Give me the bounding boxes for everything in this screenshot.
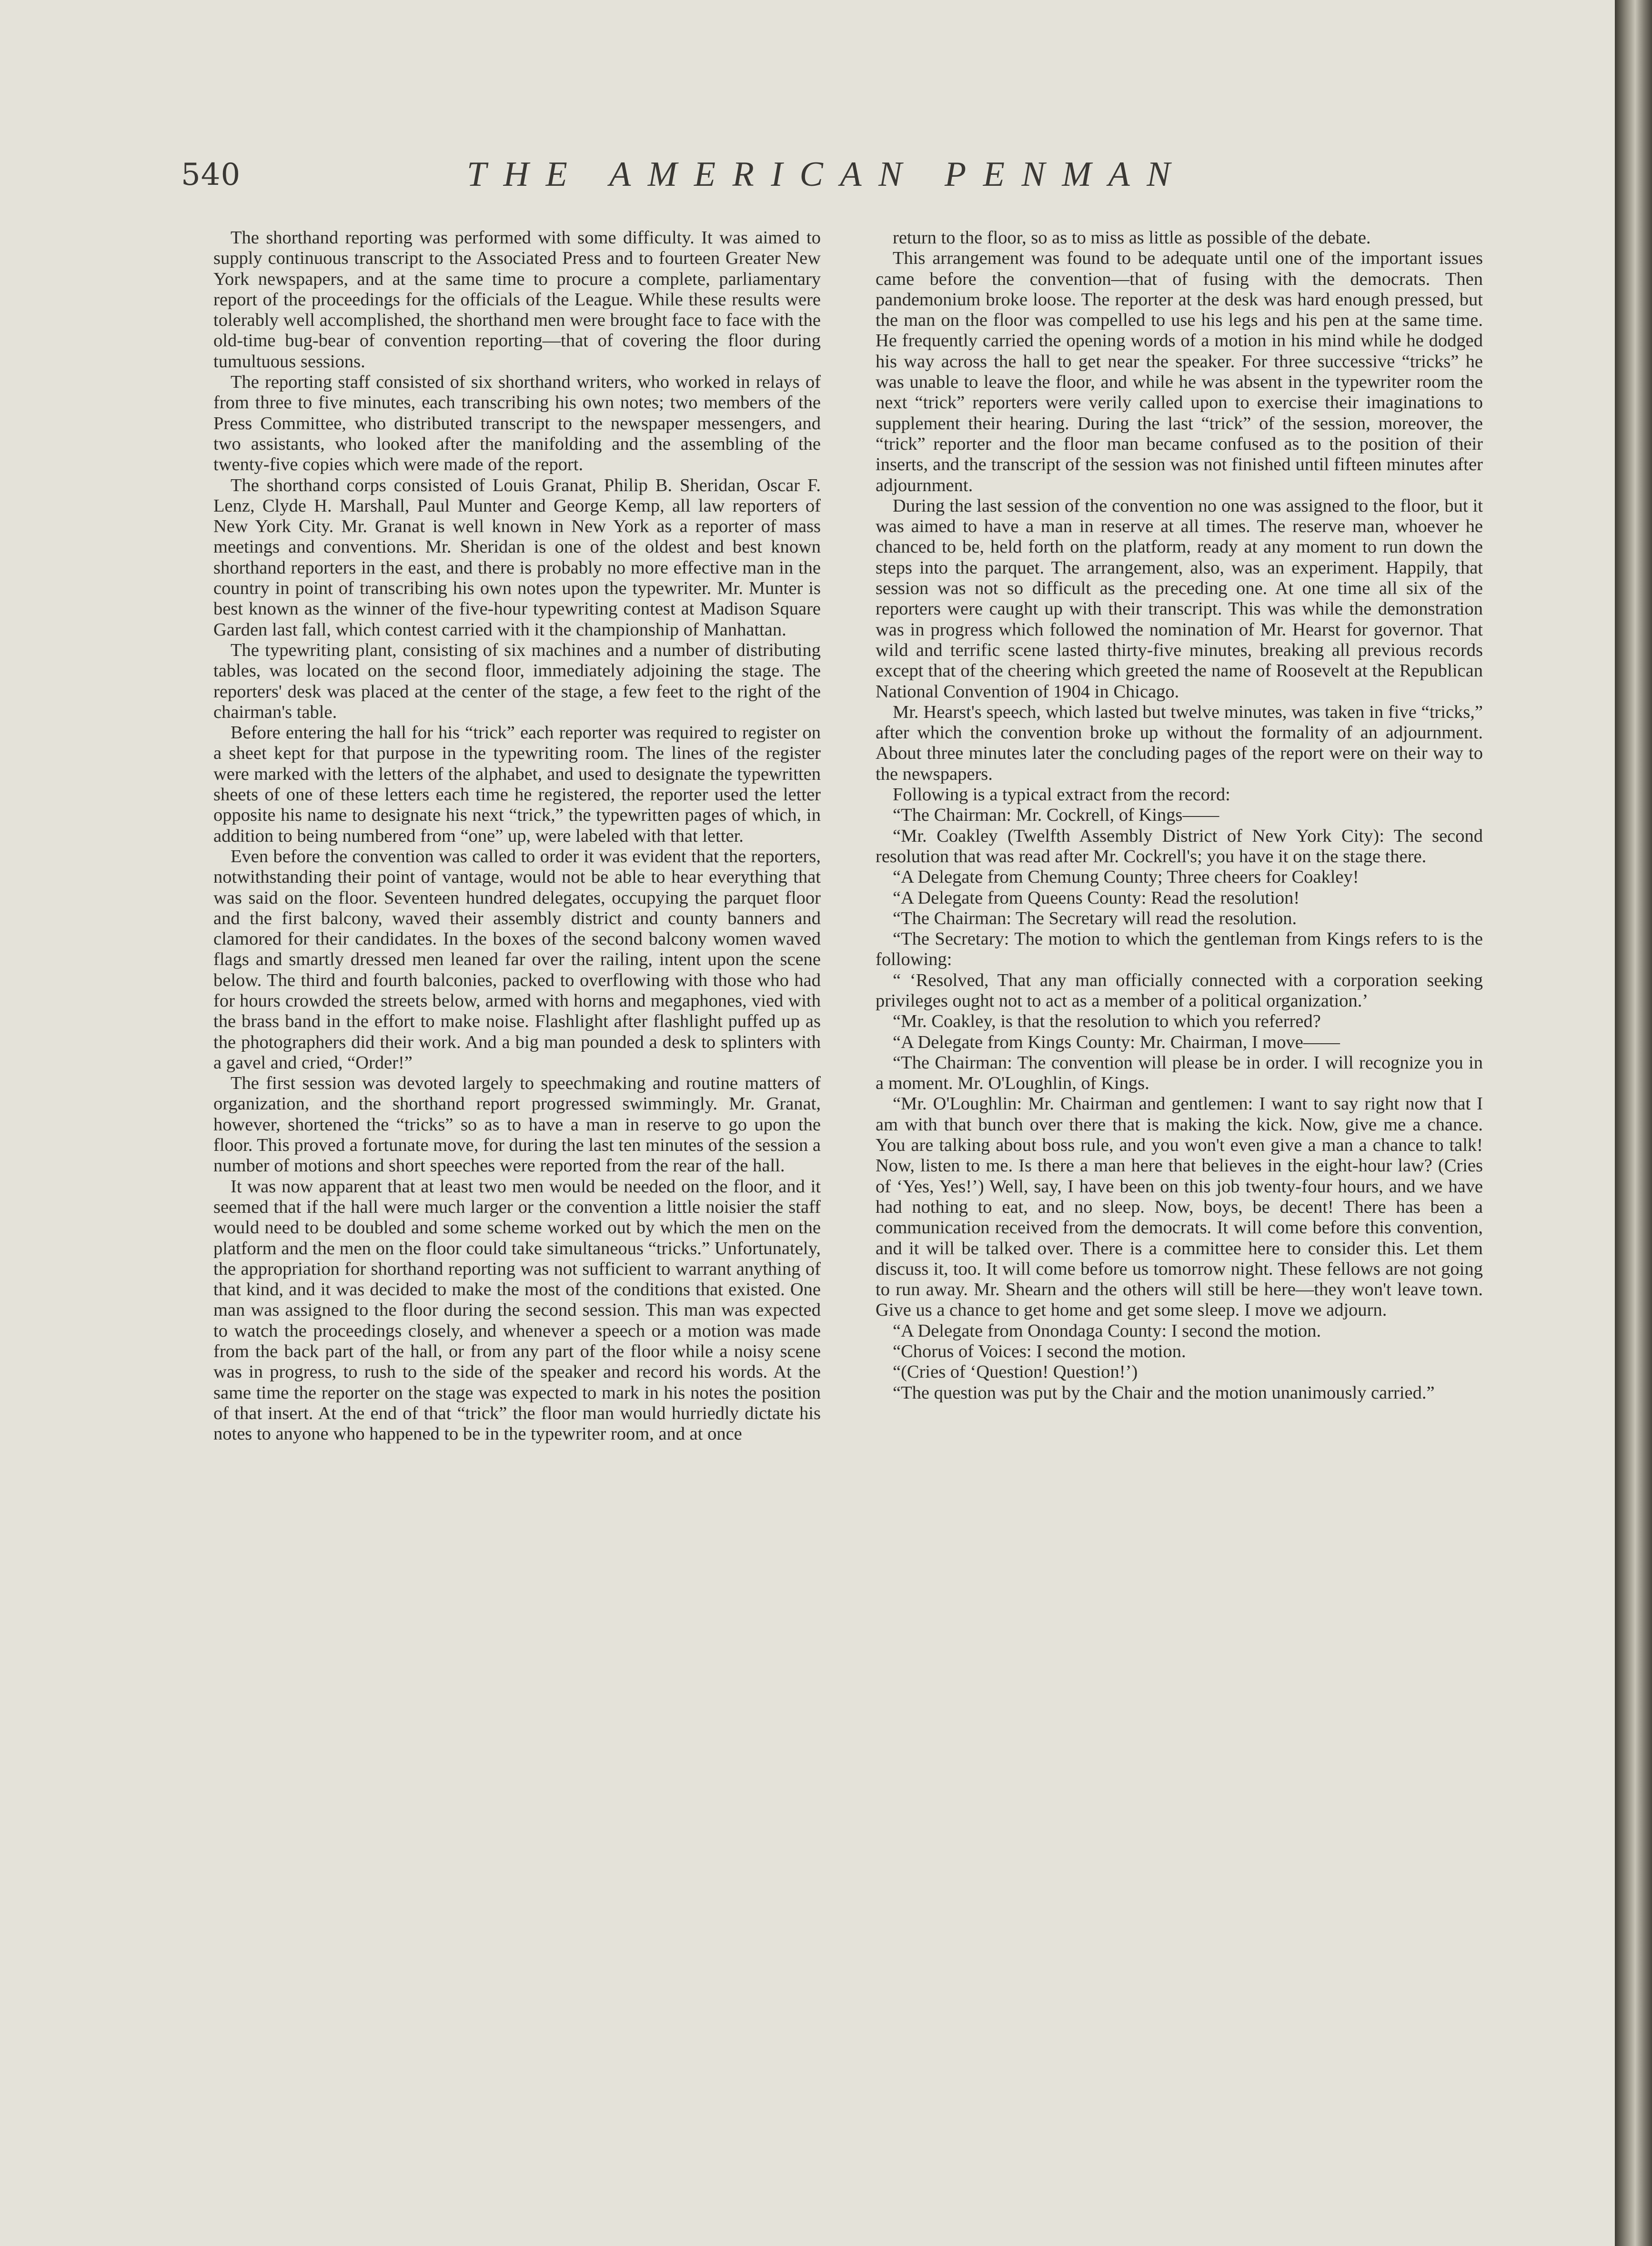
- paragraph: The first session was devoted largely to speechmaking and routine matters of organization, and the shorthand report progressed swimmingly. Mr. Granat, however, shortened the “tricks” so as to have a man in reserve to go upon the floor. This proved a fortunate move, for during the last ten minutes of the session a number of motions and short speeches were reported from the rear of the hall.: [213, 1073, 821, 1176]
- dialogue-line: “(Cries of ‘Question! Question!’): [893, 1362, 1138, 1382]
- page-header: [181, 157, 1429, 214]
- dialogue-line: “A Delegate from Kings County: Mr. Chairman, I move——: [893, 1032, 1340, 1052]
- dialogue-line: “Mr. O'Loughlin: Mr. Chairman and gentlemen: I want to say right now that I am with that bunch over there that is making the kick. Now, give me a chance. You are talking about boss rule, and you won't even give a man a chance to talk! Now, listen to me. Is there a man here that believes in the eight-hour law? (Cries of ‘Yes, Yes!’) Well, say, I have been on this job twenty-four hours, and we have had nothing to eat, and no sleep. Now, boys, be decent! There has been a communication received from the democrats. It will come before this convention, and it will be talked over. There is a committee here to consider this. Let them discuss it, too. It will come before us tomorrow night. These fellows are not going to run away. Mr. Shearn and the others will still be here—they won't leave town. Give us a chance to get home and get some sleep. I move we adjourn.: [876, 1094, 1483, 1320]
- dialogue-line: “The Chairman: The convention will please be in order. I will recognize you in a moment. Mr. O'Loughlin, of Kings.: [876, 1052, 1483, 1094]
- paragraph: It was now apparent that at least two men would be needed on the floor, and it seemed that if the hall were much larger or the convention a little noisier the staff would need to be doubled and some scheme worked out by which the men on the platform and the men on the floor could take simultaneous “tricks.” Unfortunately, the appropriation for shorthand reporting was not sufficient to warrant anything of that kind, and it was decided to make the most of the conditions that existed. One man was assigned to the floor during the second session. This man was expected to watch the proceedings closely, and whenever a speech or a motion was made from the back part of the hall, or from any part of the floor while a noisy scene was in progress, to rush to the side of the speaker and record his words. At the same time the reporter on the stage was expected to mark in his notes the position of that insert. At the end of that “trick” the floor man would hurriedly dictate his notes to anyone who happened to be in the typewriter room, and at once: [213, 1176, 821, 1444]
- paragraph: Mr. Hearst's speech, which lasted but twelve minutes, was taken in five “tricks,” after which the convention broke up without the formality of an adjournment. About three minutes later the concluding pages of the report were on their way to the newspapers.: [876, 702, 1483, 784]
- paragraph: Following is a typical extract from the record:: [893, 785, 1230, 805]
- dialogue-line: “ ‘Resolved, That any man officially connected with a corporation seeking privileges ought not to act as a member of a political organization.’: [876, 970, 1483, 1011]
- dialogue-line: “The Chairman: Mr. Cockrell, of Kings——: [893, 805, 1219, 826]
- left-column: [213, 228, 821, 1445]
- dialogue-line: “A Delegate from Chemung County; Three cheers for Coakley!: [893, 867, 1359, 887]
- paragraph: The reporting staff consisted of six shorthand writers, who worked in relays of from three to five minutes, each transcribing his own notes; two members of the Press Committee, who distributed transcript to the newspaper messengers, and two assistants, who looked after the manifolding and the assembling of the twenty-five copies which were made of the report.: [213, 372, 821, 475]
- dialogue-line: “The Secretary: The motion to which the gentleman from Kings refers to is the following:: [876, 929, 1483, 970]
- paragraph: return to the floor, so as to miss as little as possible of the debate.: [893, 228, 1371, 248]
- page-edge-shadow: [1615, 0, 1652, 2246]
- paragraph: During the last session of the convention no one was assigned to the floor, but it was aimed to have a man in reserve at all times. The reserve man, whoever he chanced to be, held forth on the platform, ready at any moment to run down the steps into the parquet. The arrangement, also, was an experiment. Happily, that session was not so difficult as the preceding one. At one time all six of the reporters were caught up with their transcript. This was while the demonstration was in progress which followed the nomination of Mr. Hearst for governor. That wild and terrific scene lasted thirty-five minutes, breaking all previous records except that of the cheering which greeted the name of Roosevelt at the Republican National Convention of 1904 in Chicago.: [876, 495, 1483, 702]
- dialogue-line: “A Delegate from Queens County: Read the resolution!: [893, 887, 1300, 908]
- dialogue-line: “Mr. Coakley (Twelfth Assembly District of New York City): The second resolution that was read after Mr. Cockrell's; you have it on the stage there.: [876, 826, 1483, 866]
- dialogue-line: “A Delegate from Onondaga County: I second the motion.: [893, 1320, 1321, 1341]
- dialogue-line: “Chorus of Voices: I second the motion.: [893, 1341, 1186, 1362]
- right-column: [876, 228, 1483, 1403]
- paragraph: Even before the convention was called to order it was evident that the reporters, notwithstanding their point of vantage, would not be able to hear everything that was said on the floor. Seventeen hundred delegates, occupying the parquet floor and the first balcony, waved their assembly district and county banners and clamored for their candidates. In the boxes of the second balcony women waved flags and smartly dressed men leaned far over the railing, intent upon the scene below. The third and fourth balconies, packed to overflowing with those who had for hours crowded the streets below, armed with horns and megaphones, vied with the brass band in the effort to make noise. Flashlight after flashlight puffed up as the photographers did their work. And a big man pounded a desk to splinters with a gavel and cried, “Order!”: [213, 846, 821, 1073]
- paragraph: The typewriting plant, consisting of six machines and a number of distributing tables, was located on the second floor, immediately adjoining the stage. The reporters' desk was placed at the center of the stage, a few feet to the right of the chairman's table.: [213, 640, 821, 722]
- journal-title: THE AMERICAN PENMAN: [467, 155, 1188, 194]
- page-number: 540: [181, 157, 241, 192]
- dialogue-line: “The question was put by the Chair and the motion unanimously carried.”: [893, 1382, 1435, 1403]
- paragraph: The shorthand reporting was performed with some difficulty. It was aimed to supply continuous transcript to the Associated Press and to fourteen Greater New York newspapers, and at the same time to procure a complete, parliamentary report of the proceedings for the officials of the League. While these results were tolerably well accomplished, the shorthand men were brought face to face with the old-time bug-bear of convention reporting—that of covering the floor during tumultuous sessions.: [213, 228, 821, 372]
- paragraph: This arrangement was found to be adequate until one of the important issues came before the convention—that of fusing with the democrats. Then pandemonium broke loose. The reporter at the desk was hard enough pressed, but the man on the floor was compelled to use his legs and his pen at the same time. He frequently carried the opening words of a motion in his mind while he dodged his way across the hall to get near the speaker. For three successive “tricks” he was unable to leave the floor, and while he was absent in the typewriter room the next “trick” reporters were verily called upon to exercise their imaginations to supplement their hearing. During the last “trick” of the session, moreover, the “trick” reporter and the floor man became confused as to the position of their inserts, and the transcript of the session was not finished until fifteen minutes after adjournment.: [876, 248, 1483, 495]
- dialogue-line: “Mr. Coakley, is that the resolution to which you referred?: [893, 1011, 1321, 1032]
- paragraph: The shorthand corps consisted of Louis Granat, Philip B. Sheridan, Oscar F. Lenz, Clyde H. Marshall, Paul Munter and George Kemp, all law reporters of New York City. Mr. Granat is well known in New York as a reporter of mass meetings and conventions. Mr. Sheridan is one of the oldest and best known shorthand reporters in the east, and there is probably no more effective man in the country in point of transcribing his own notes upon the typewriter. Mr. Munter is best known as the winner of the five-hour typewriting contest at Madison Square Garden last fall, which contest carried with it the championship of Manhattan.: [213, 475, 821, 640]
- paragraph: Before entering the hall for his “trick” each reporter was required to register on a sheet kept for that purpose in the typewriting room. The lines of the register were marked with the letters of the alphabet, and used to designate the typewritten sheets of one of these letters each time he registered, the reporter used the letter opposite his name to designate his next “trick,” the typewritten pages of which, in addition to being numbered from “one” up, were labeled with that letter.: [213, 723, 821, 846]
- dialogue-line: “The Chairman: The Secretary will read the resolution.: [893, 908, 1297, 928]
